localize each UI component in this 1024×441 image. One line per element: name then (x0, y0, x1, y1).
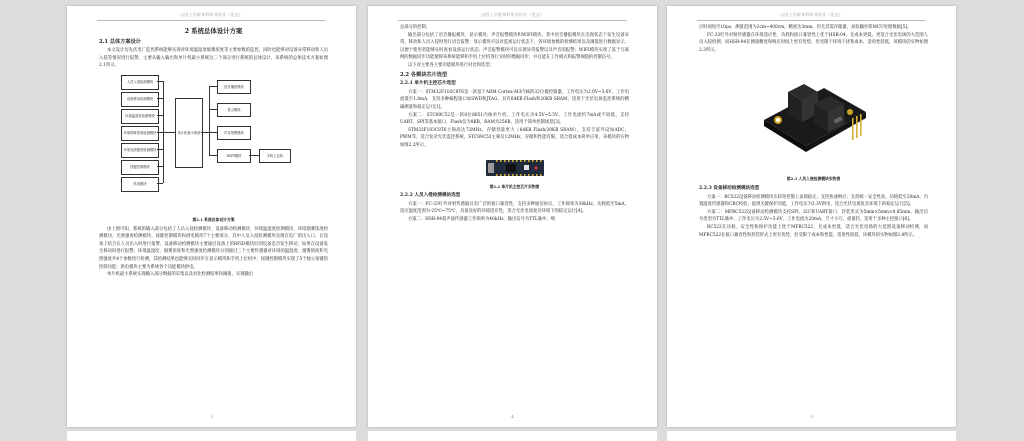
document-page-1 (67, 6, 356, 427)
diagram-output-box: WIFI模块 (217, 149, 251, 163)
diagram-input-box: 人员入侵检测模块 (121, 75, 159, 90)
next-page-edge (667, 431, 956, 441)
diagram-input-box: 环境烟雾浓度检测模块 (121, 126, 159, 141)
diagram-input-box: 供电模块 (121, 177, 159, 192)
paragraph: 方案一：STM32F103C8T6是一款基于ARM Cortex-M3内核的32位微控制器，工作电压为2.0V~3.6V，工作电流低至1.8mA，支持多种编程接口如SWD和JTAG，具有64KB Flash和20KB SRAM，适用于光伏电场监控系统的精确测量和稳定运行[1]。 (400, 89, 629, 110)
diagram-input-box: 环境温湿度检测模块 (121, 109, 159, 124)
paragraph: 本文设计历先伏电厂监控系统能够实现对环境温湿度烟雾浓度等主要参数的监控，同时也能够对设备异常移动和人员入侵等情况进行报警，主要从输入输出和单片机最小系统这三个部分进行系统的总体设计，该系统的总体技术方案如图2.1所示。 (99, 48, 328, 69)
paragraph: 由上图可知，系统的输入部分包括了人员入侵检测模块、设备移动检测模块、环境温湿度检测模块、环境烟雾浓度检测模块、光照强度检测模块、按键控制模块和供电模块7个主要部分，其中人员入侵检测模块实现在电厂的出入口，在设备上结合在人员出入时进行报警，设备移动检测模块主要通过设备上的RFID模块识别设备是否发生移动，如果在设备发生移动时进行报警；环境温湿度、烟雾浓度和光照强度检测模块分别通过三个主要传感器对环境的温湿度、烟雾浓度和光照强度共4个参数进行检测，其检测结果也能够实时同步在显示模块和手机上位机中；按键控制模块实现了5个独立按键的控制功能；供电模块主要为系统各个功能模块供电。 (99, 226, 328, 270)
figure-caption: 图2.1 系统总体设计方案 (192, 216, 235, 222)
diagram-input-box: 设备移动检测模块 (121, 92, 159, 107)
subsection-heading: 2.2.2 人员入侵检测模块选型 (400, 193, 461, 199)
figure-caption: 图2.2 单片机主控芯片实物图 (489, 183, 540, 189)
paragraph: 方案二：HSR-04超声波传感器工作频率为40kHz，输出信号为TTL脉冲，响 (408, 216, 556, 222)
subsection-heading: 2.2.1 单片机主控芯片选型 (400, 81, 456, 87)
paragraph: FC-33红外对射传感器在环境适应性、功耗和接口兼容性上优于HSR-04，且成本更低，更适合光伏电场的大范围人员入侵检测，而HSR-04在测量精度和响应时间上更有优势，但受限于环境干扰和成本，适用性较低，该模块的实物如图2.3所示。 (699, 32, 928, 53)
paragraph: 单片机最小系统实现输入部分数据的采集以及对比检测结果和阈值，实现输出 (107, 272, 254, 278)
system-block-diagram (99, 73, 328, 215)
document-page-3 (667, 6, 956, 427)
diagram-pc-box: 手机上位机 (259, 149, 291, 163)
paragraph: 方案二：MFRC522设备移动检测模块支持SPI、I2C和UART接口，封装形式为5mm×5mm×0.85mm，输出信号类型为TTL脉冲，工作电压为2.5V~3.6V，工作电流为20mA，尺寸小巧，重量轻，适用于多种主控接口[6]。 (699, 209, 928, 223)
page-header: 山西工学院本科毕业设计（论文） (97, 12, 326, 21)
figure-caption: 图2.3 人员入侵检测模块实物图 (786, 176, 841, 182)
document-page-2 (368, 6, 657, 427)
paragraph: 以下对主要各主要功能模块进行对比和选型。 (408, 62, 494, 68)
paragraph: 方案二：STC89C52是一款8位8051内核单片机，工作电压为4.5V~5.5V，工作电流约7mA或不较低，支持UART、SPI等基本接口，Flash仅为8KB，RAM为256B，适用于简单控制场景[3]。 (400, 112, 629, 126)
section-heading: 2.1 总体方案设计 (99, 38, 141, 45)
page-number: 4 (511, 414, 514, 419)
mcu-board-image (400, 154, 629, 182)
diagram-input-box: 按键控制模块 (121, 160, 159, 175)
chapter-title: 2 系统总体设计方案 (184, 27, 243, 35)
section-heading: 2.2 各模块芯片选型 (400, 71, 448, 78)
paragraph: 方案一：FC-33红外对射传感器具有广泛的接口兼容性，支持多种通信协议，工作频率为38kHz，功耗低至5mA，适应温度范围为-25℃~75℃，具备良好的环境适应性，适合光伏电场复杂环境下的稳定运行[4]。 (400, 201, 629, 215)
diagram-input-box: 环境光照强度检测模块 (121, 143, 159, 158)
paragraph: 总部分的控制。 (400, 25, 431, 30)
page-header: 山西工学院本科毕业设计（论文） (697, 12, 926, 21)
paragraph: RC522在功耗、安全性和保护功能上优于MFRC522，且成本更低，适合光伏电场的大范围设备移动检测，而MFRC522在接口兼容性和封装形式上更有优势，但受限于成本和性能，适用性较低，该模块的实物如图2.4所示。 (699, 224, 928, 238)
diagram-output-box: 显示模块 (217, 103, 251, 117)
paragraph: 方案一：RC522设备移动检测模块在转矩控制上表现稳定，支持快速响应；支持统一安全性高，功耗低至20mA，内置温度传感器和CRC校验，提供关键保护功能，工作电压为3.3V供电，适合光伏电场复杂环境下的稳定运行[5]。 (699, 194, 928, 208)
next-page-edge (368, 431, 657, 441)
page-header: 山西工学院本科毕业设计（论文） (398, 12, 627, 21)
page-number: 3 (210, 414, 213, 419)
subsection-heading: 2.2.3 设备移动检测模块选型 (699, 185, 760, 191)
diagram-mcu-box: 单片机最小系统 (175, 98, 203, 168)
paragraph: 应时间短至10μs，测量范围为2cm~400cm，精度达3mm，但尤其需存储器，易软耦扑影MCU处理数据[5]。 (699, 25, 912, 30)
page-number: 5 (810, 414, 813, 419)
diagram-output-box: 语音播报模块 (217, 80, 251, 94)
next-page-edge (67, 431, 356, 441)
paragraph: 输出部分包括了语音播报模块、显示模块、声音报警模块和WIFI模块，其中语音播报模块在出现状态下发生设备异常、移动和人员入侵时进行语音报警；显示模块可以对监视运行状态下，各环境参数的检测结果以及阈值进行数据显示，以便于使用者能够实时查看设备运行状态；声音报警模块可以实现异常报警以及声音的报警；WIFI模块实现了基于互联网的数据同步功能使得该系统能够和手机上位机进行实时的数据同步，并且能在工作模式和报警阈值的控制信号。 (400, 32, 629, 61)
paragraph: STM32F103C8T6主频高达72MHz，存储容量更大（64KB Flash/20KB SRAM），支持丰富外设如ADC、PWM等，适合复杂光伏监控系统，STC89C52主频仅12MHz，存储和性能有限，适合低成本简单应用，该模块的实物如图2.2所示。 (400, 127, 629, 148)
diagram-output-box: 声音报警模块 (217, 126, 251, 140)
ir-sensor-image (699, 56, 928, 174)
